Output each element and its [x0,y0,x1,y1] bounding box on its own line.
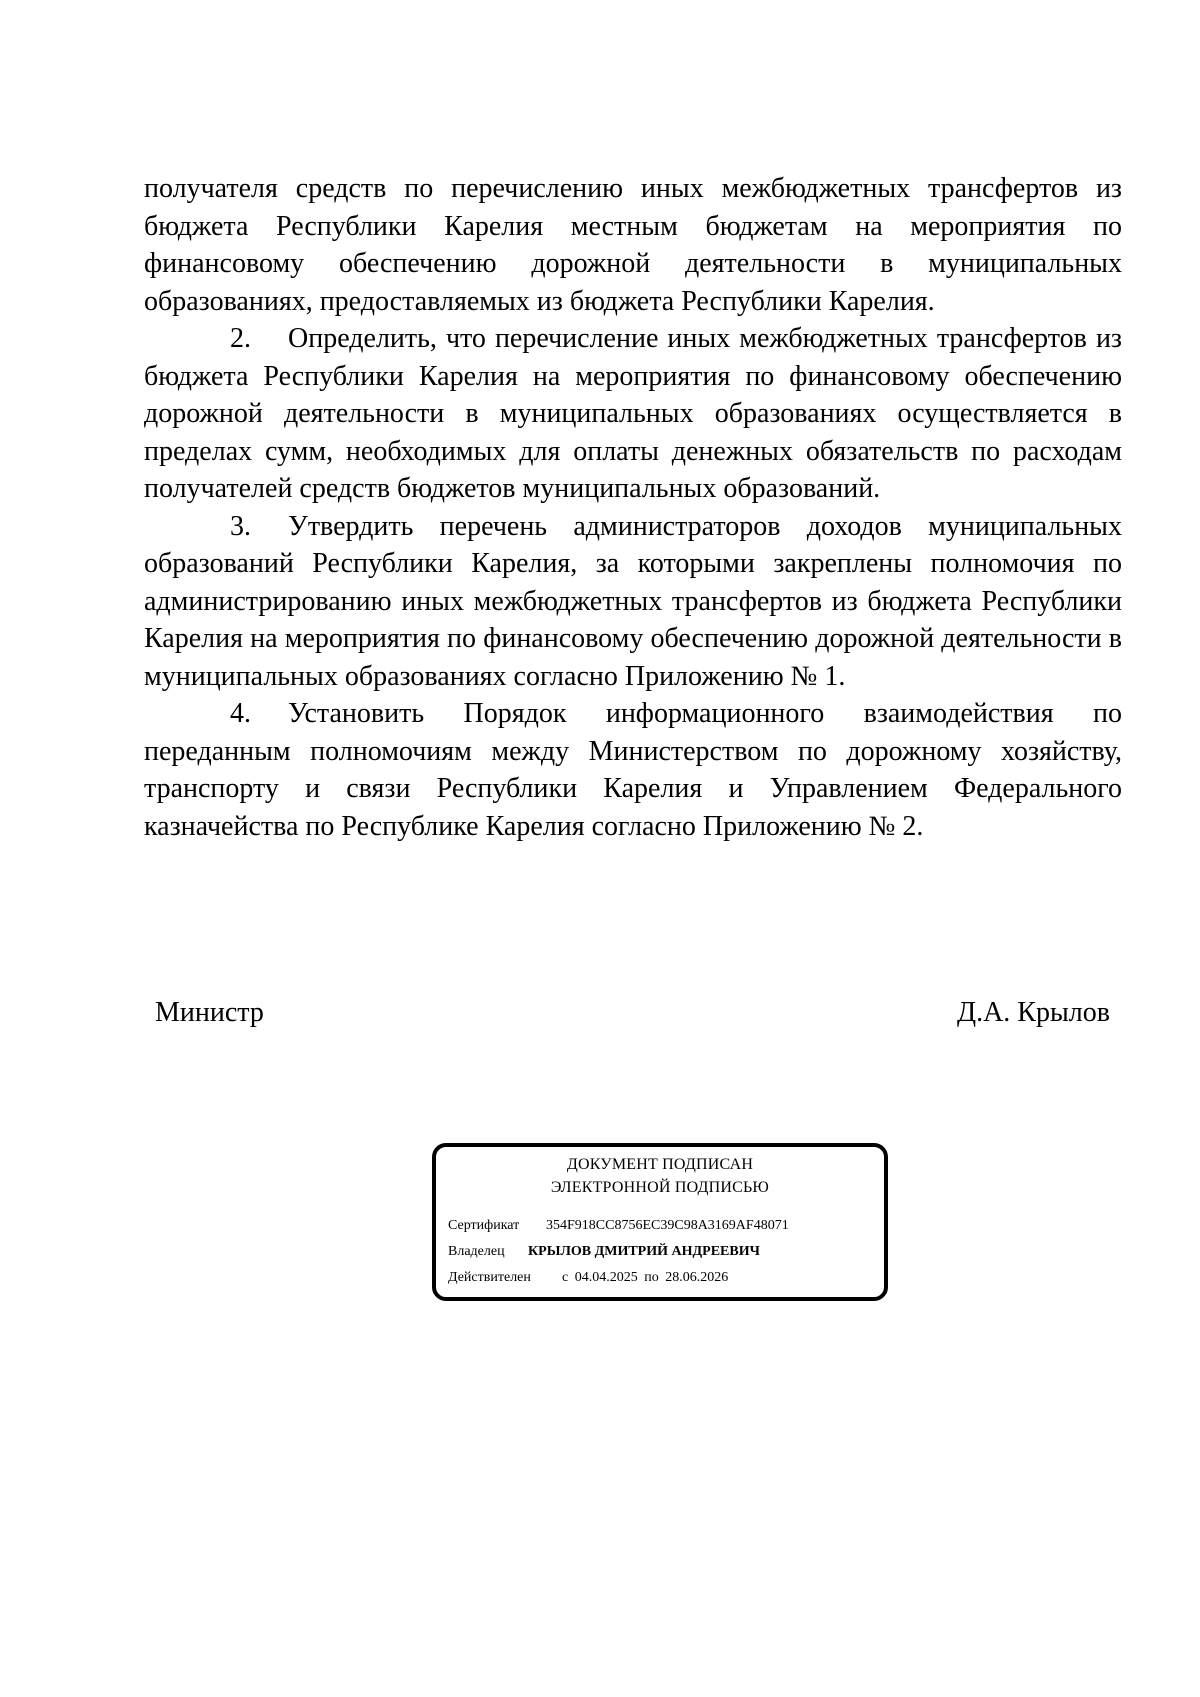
paragraph-number: 4. [230,698,251,729]
electronic-signature-stamp [432,1143,888,1301]
stamp-certificate-row [448,1213,884,1239]
paragraph-item-3 [144,508,1122,696]
signer-name: Д.А. Крылов [956,997,1110,1028]
paragraph-number: 3. [230,510,251,542]
stamp-title [436,1153,884,1199]
owner-label: Владелец [448,1244,505,1259]
paragraph-item-2 [144,320,1122,508]
paragraph-text: Определить, что перечисление иных межбюджетных трансфертов из бюджета Республики Карелия на мероприятия по финансовому обеспечению дорожной деятельности в муниципальных образованиях осуществляется в пределах сумм, необходимых для оплаты денежных обязательств по расходам получателей средств бюджетов муниципальных образований. [144,323,1122,504]
validity-label: Действителен [448,1270,531,1285]
stamp-title-line-2: ЭЛЕКТРОННОЙ ПОДПИСЬЮ [550,1179,770,1196]
document-body [144,170,1122,845]
stamp-details [436,1213,884,1291]
certificate-label: Сертификат [448,1218,520,1233]
owner-value: КРЫЛОВ ДМИТРИЙ АНДРЕЕВИЧ [528,1244,760,1259]
paragraph-text: Утвердить перечень администраторов доходов муниципальных образований Республики Карелия, за которыми закреплены полномочия по администрированию иных межбюджетных трансфертов из бюджета Республики Карелия на мероприятия по финансовому обеспечению дорожной деятельности в муниципальных образованиях согласно Приложению № 1. [144,510,1122,692]
validity-value: с 04.04.2025 по 28.06.2026 [562,1270,729,1285]
paragraph-continuation [144,170,1122,320]
stamp-validity-row [448,1265,884,1291]
signer-position: Министр [155,997,264,1028]
paragraph-item-4 [144,695,1122,845]
paragraph-text: Установить Порядок информационного взаимодействия по переданным полномочиям между Министерством по дорожному хозяйству, транспорту и связи Республики Карелия и Управлением Федерального казначейства по Республике Карелия согласно Приложению № 2. [144,698,1122,842]
paragraph-number: 2. [230,323,251,354]
stamp-owner-row [448,1239,884,1265]
paragraph-text: получателя средств по перечислению иных межбюджетных трансфертов из бюджета Республики Карелия местным бюджетам на мероприятия по финансовому обеспечению дорожной деятельности в муниципальных образованиях, предоставляемых из бюджета Республики Карелия. [144,173,1122,317]
certificate-value: 354F918CC8756EC39C98A3169AF48071 [546,1218,789,1233]
stamp-title-line-1: ДОКУМЕНТ ПОДПИСАН [566,1156,754,1173]
